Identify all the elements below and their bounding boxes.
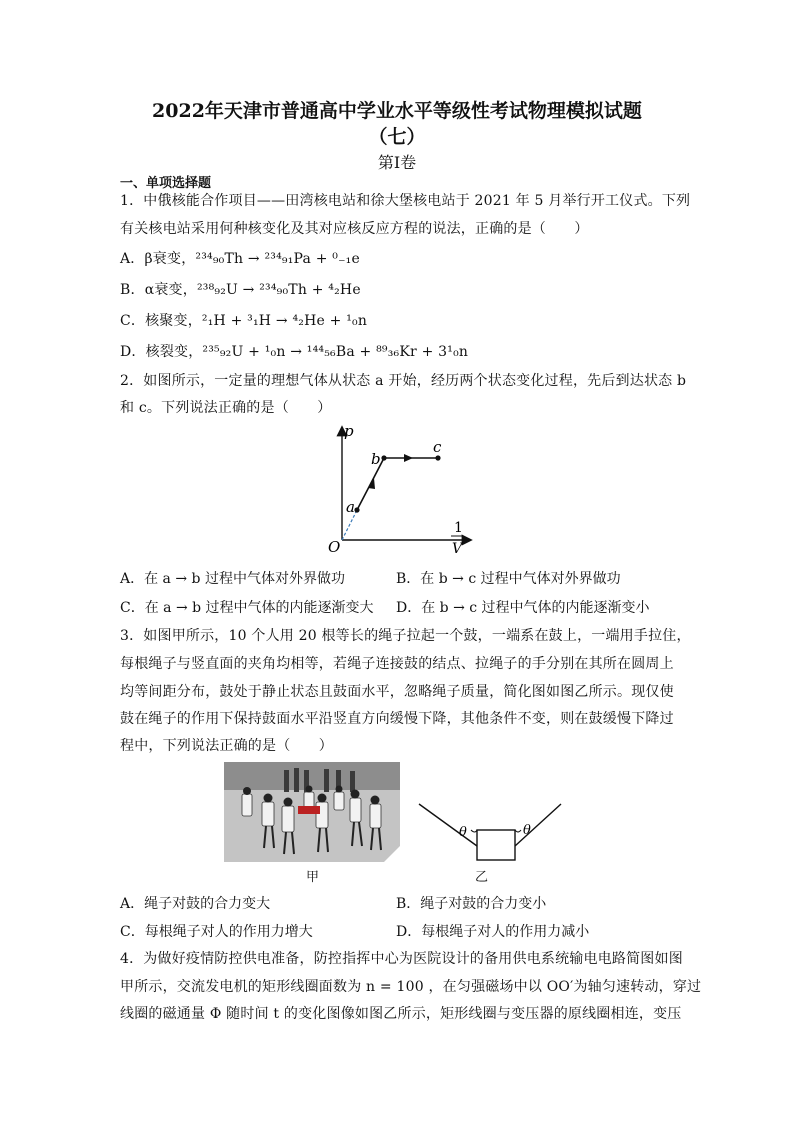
origin-label: O <box>328 538 341 556</box>
q2-option-a: A．在 a → b 过程中气体对外界做功 <box>120 571 345 587</box>
arrow-b-c-icon <box>404 454 413 462</box>
right-theta-label: θ <box>523 823 531 838</box>
q3-option-a: A．绳子对鼓的合力变大 <box>120 896 271 912</box>
q3-stem-line2: 每根绳子与竖直面的夹角均相等，若绳子连接鼓的结点、拉绳子的手分别在其所在圆周上 <box>120 656 674 672</box>
q1-stem-line2: 有关核电站采用何种核变化及其对应核反应方程的说法，正确的是（ ） <box>120 221 589 237</box>
q3-option-b: B．绳子对鼓的合力变小 <box>396 896 547 912</box>
x-axis-denominator: V <box>452 541 463 557</box>
point-b <box>381 455 386 460</box>
exam-title: 2022年天津市普通高中学业水平等级性考试物理模拟试题 <box>152 100 642 122</box>
q2-stem-line2: 和 c。下列说法正确的是（ ） <box>120 400 332 416</box>
point-c <box>435 455 440 460</box>
q1-option-d: D．核裂变，²³⁵₉₂U + ¹₀n → ¹⁴⁴₅₆Ba + ⁸⁹₃₆Kr + 3¹₀n <box>120 344 469 360</box>
label-b: b <box>371 450 381 468</box>
right-angle-arc <box>515 830 521 832</box>
figure-jia-photo <box>224 762 400 862</box>
q3-stem-line5: 程中，下列说法正确的是（ ） <box>120 738 333 754</box>
label-c: c <box>433 438 442 456</box>
figure-yi-diagram <box>415 800 565 866</box>
drum-box <box>477 830 515 860</box>
q2-option-c: C．在 a → b 过程中气体的内能逐渐变大 <box>120 600 374 616</box>
q3-stem-line1: 3．如图甲所示，10 个人用 20 根等长的绳子拉起一个鼓，一端系在鼓上，一端用手拉住， <box>120 628 691 644</box>
volume-label: 第Ⅰ卷 <box>377 153 417 172</box>
caption-jia: 甲 <box>306 870 320 885</box>
q1-option-c: C．核聚变，²₁H + ³₁H → ⁴₂He + ¹₀n <box>120 313 368 329</box>
x-axis-numerator: 1 <box>454 520 463 536</box>
q4-stem-line2: 甲所示，交流发电机的矩形线圈面数为 n = 100 ，在匀强磁场中以 OO′为轴匀速转动，穿过 <box>120 979 702 995</box>
q4-stem-line1: 4．为做好疫情防控供电准备，防控指挥中心为医院设计的备用供电系统输电电路简图如图 <box>120 951 683 967</box>
q2-option-d: D．在 b → c 过程中气体的内能逐渐变小 <box>396 600 650 616</box>
caption-yi: 乙 <box>475 870 489 885</box>
left-angle-arc <box>471 830 477 832</box>
pv-graph <box>320 420 480 560</box>
q3-stem-line4: 鼓在绳子的作用下保持鼓面水平沿竖直方向缓慢下降，其他条件不变，则在鼓缓慢下降过 <box>120 711 674 727</box>
left-theta-label: θ <box>459 825 467 840</box>
label-a: a <box>346 498 355 516</box>
q3-stem-line3: 均等间距分布，鼓处于静止状态且鼓面水平，忽略绳子质量，简化图如图乙所示。现仅使 <box>120 684 674 700</box>
point-a <box>354 507 359 512</box>
left-rope <box>419 804 477 846</box>
q2-option-b: B．在 b → c 过程中气体对外界做功 <box>396 571 621 587</box>
right-rope <box>515 804 561 846</box>
q1-stem-line1: 1．中俄核能合作项目——田湾核电站和徐大堡核电站于 2021 年 5 月举行开工仪式。下列 <box>120 193 691 209</box>
arrow-a-b-icon <box>368 478 375 489</box>
q1-option-b: B．α衰变，²³⁸₉₂U → ²³⁴₉₀Th + ⁴₂He <box>120 282 361 298</box>
q1-option-a: A．β衰变，²³⁴₉₀Th → ²³⁴₉₁Pa + ⁰₋₁e <box>120 251 360 267</box>
q3-option-c: C．每根绳子对人的作用力增大 <box>120 924 313 940</box>
q4-stem-line3: 线圈的磁通量 Φ 随时间 t 的变化图像如图乙所示，矩形线圈与变压器的原线圈相连，变压 <box>120 1006 682 1022</box>
q3-option-d: D．每根绳子对人的作用力减小 <box>396 924 590 940</box>
q2-stem-line1: 2．如图所示，一定量的理想气体从状态 a 开始，经历两个状态变化过程，先后到达状态 b <box>120 373 687 389</box>
exam-title-number: （七） <box>368 126 426 148</box>
section-heading: 一、单项选择题 <box>120 176 212 191</box>
y-axis-label: p <box>344 422 354 440</box>
